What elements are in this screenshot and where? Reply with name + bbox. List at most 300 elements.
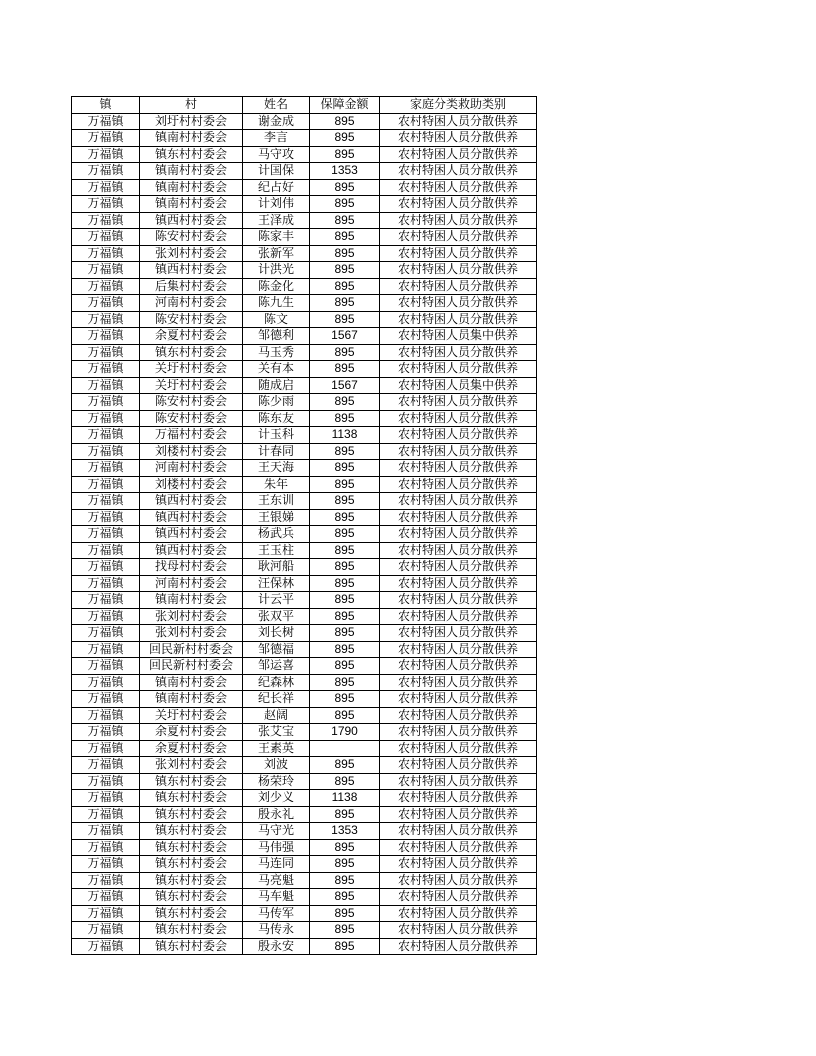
cell-name: 关有本 [243,361,310,378]
cell-category: 农村特困人员分散供养 [380,757,537,774]
table-row [72,542,537,559]
cell-name: 朱年 [243,476,310,493]
cell-name: 李言 [243,130,310,147]
cell-town: 万福镇 [72,229,140,246]
cell-category: 农村特困人员分散供养 [380,179,537,196]
table-row [72,526,537,543]
table-row [72,559,537,576]
cell-town: 万福镇 [72,113,140,130]
table-row [72,889,537,906]
cell-amount: 1353 [310,163,380,180]
cell-town: 万福镇 [72,889,140,906]
cell-town: 万福镇 [72,839,140,856]
cell-village: 镇西村村委会 [140,212,243,229]
cell-name: 马传军 [243,905,310,922]
cell-amount: 895 [310,229,380,246]
cell-category: 农村特困人员分散供养 [380,839,537,856]
cell-category: 农村特困人员分散供养 [380,410,537,427]
cell-name: 马伟强 [243,839,310,856]
table-row [72,509,537,526]
cell-amount: 1567 [310,377,380,394]
cell-category: 农村特困人员分散供养 [380,608,537,625]
table-row [72,476,537,493]
cell-name: 计国保 [243,163,310,180]
cell-name: 张艾宝 [243,724,310,741]
cell-village: 镇南村村委会 [140,674,243,691]
cell-village: 镇东村村委会 [140,856,243,873]
cell-category: 农村特困人员分散供养 [380,922,537,939]
cell-town: 万福镇 [72,163,140,180]
cell-category: 农村特困人员分散供养 [380,740,537,757]
cell-town: 万福镇 [72,476,140,493]
header-village: 村 [140,97,243,114]
table-row [72,790,537,807]
cell-category: 农村特困人员分散供养 [380,542,537,559]
cell-category: 农村特困人员分散供养 [380,641,537,658]
table-row [72,806,537,823]
table-row [72,278,537,295]
cell-amount: 895 [310,641,380,658]
cell-village: 镇东村村委会 [140,938,243,955]
cell-amount: 895 [310,542,380,559]
cell-name: 马车魁 [243,889,310,906]
cell-village: 回民新村村委会 [140,641,243,658]
cell-category: 农村特困人员分散供养 [380,823,537,840]
table-row [72,212,537,229]
cell-town: 万福镇 [72,740,140,757]
cell-village: 镇东村村委会 [140,889,243,906]
cell-town: 万福镇 [72,130,140,147]
cell-village: 镇西村村委会 [140,509,243,526]
table-row [72,707,537,724]
cell-town: 万福镇 [72,377,140,394]
cell-amount: 1567 [310,328,380,345]
cell-amount: 1138 [310,427,380,444]
cell-name: 纪长祥 [243,691,310,708]
cell-category: 农村特困人员分散供养 [380,262,537,279]
cell-town: 万福镇 [72,773,140,790]
cell-town: 万福镇 [72,691,140,708]
cell-amount: 895 [310,856,380,873]
cell-village: 镇西村村委会 [140,526,243,543]
cell-name: 杨荣玲 [243,773,310,790]
cell-amount: 1138 [310,790,380,807]
table-row [72,608,537,625]
cell-amount: 895 [310,707,380,724]
cell-town: 万福镇 [72,245,140,262]
cell-amount: 895 [310,460,380,477]
cell-village: 余夏村村委会 [140,740,243,757]
cell-amount: 895 [310,196,380,213]
cell-category: 农村特困人员分散供养 [380,691,537,708]
cell-village: 镇西村村委会 [140,542,243,559]
cell-amount: 1790 [310,724,380,741]
cell-amount: 895 [310,344,380,361]
cell-town: 万福镇 [72,179,140,196]
relief-roster-table [71,96,537,955]
cell-town: 万福镇 [72,707,140,724]
cell-town: 万福镇 [72,311,140,328]
cell-name: 纪占好 [243,179,310,196]
table-row [72,856,537,873]
cell-category: 农村特困人员分散供养 [380,790,537,807]
cell-category: 农村特困人员分散供养 [380,592,537,609]
cell-amount: 895 [310,212,380,229]
cell-name: 计云平 [243,592,310,609]
cell-amount: 895 [310,311,380,328]
cell-village: 关圩村村委会 [140,361,243,378]
cell-village: 张刘村村委会 [140,625,243,642]
cell-category: 农村特困人员分散供养 [380,278,537,295]
cell-name: 刘少义 [243,790,310,807]
cell-village: 镇东村村委会 [140,823,243,840]
table-row [72,245,537,262]
cell-village: 镇南村村委会 [140,179,243,196]
table-row [72,938,537,955]
cell-amount: 895 [310,625,380,642]
cell-name: 王泽成 [243,212,310,229]
cell-town: 万福镇 [72,196,140,213]
cell-village: 张刘村村委会 [140,608,243,625]
cell-name: 计洪光 [243,262,310,279]
cell-amount: 895 [310,113,380,130]
cell-amount: 895 [310,295,380,312]
cell-category: 农村特困人员分散供养 [380,509,537,526]
cell-name: 汪保林 [243,575,310,592]
cell-town: 万福镇 [72,262,140,279]
cell-category: 农村特困人员分散供养 [380,724,537,741]
cell-category: 农村特困人员分散供养 [380,146,537,163]
cell-amount: 1353 [310,823,380,840]
cell-name: 刘长树 [243,625,310,642]
cell-category: 农村特困人员分散供养 [380,773,537,790]
cell-village: 后集村村委会 [140,278,243,295]
cell-town: 万福镇 [72,938,140,955]
cell-amount: 895 [310,278,380,295]
cell-amount: 895 [310,608,380,625]
cell-town: 万福镇 [72,592,140,609]
cell-amount: 895 [310,938,380,955]
cell-village: 镇东村村委会 [140,872,243,889]
cell-category: 农村特困人员分散供养 [380,526,537,543]
cell-amount: 895 [310,130,380,147]
cell-village: 镇南村村委会 [140,163,243,180]
cell-category: 农村特困人员分散供养 [380,344,537,361]
cell-village: 镇南村村委会 [140,592,243,609]
cell-village: 镇东村村委会 [140,839,243,856]
cell-name: 陈九生 [243,295,310,312]
cell-town: 万福镇 [72,724,140,741]
cell-village: 镇南村村委会 [140,691,243,708]
cell-amount: 895 [310,179,380,196]
cell-town: 万福镇 [72,427,140,444]
cell-category: 农村特困人员分散供养 [380,394,537,411]
table-row [72,592,537,609]
table-row [72,823,537,840]
cell-name: 邹德利 [243,328,310,345]
cell-town: 万福镇 [72,278,140,295]
cell-name: 计春同 [243,443,310,460]
cell-name: 马守光 [243,823,310,840]
table-row [72,641,537,658]
cell-category: 农村特困人员分散供养 [380,575,537,592]
cell-category: 农村特困人员分散供养 [380,163,537,180]
cell-amount: 895 [310,559,380,576]
cell-name: 刘波 [243,757,310,774]
cell-town: 万福镇 [72,658,140,675]
cell-name: 赵阔 [243,707,310,724]
cell-category: 农村特困人员分散供养 [380,493,537,510]
cell-name: 王天海 [243,460,310,477]
cell-amount: 895 [310,575,380,592]
table-row [72,460,537,477]
cell-name: 王素英 [243,740,310,757]
table-row [72,691,537,708]
table-row [72,344,537,361]
cell-town: 万福镇 [72,608,140,625]
cell-village: 镇南村村委会 [140,130,243,147]
table-row [72,575,537,592]
cell-amount: 895 [310,410,380,427]
cell-village: 河南村村委会 [140,295,243,312]
cell-amount: 895 [310,443,380,460]
cell-amount: 895 [310,839,380,856]
cell-village: 镇东村村委会 [140,806,243,823]
cell-name: 王玉柱 [243,542,310,559]
cell-town: 万福镇 [72,146,140,163]
cell-village: 镇东村村委会 [140,905,243,922]
cell-town: 万福镇 [72,872,140,889]
cell-village: 刘楼村村委会 [140,443,243,460]
cell-category: 农村特困人员分散供养 [380,938,537,955]
cell-amount: 895 [310,889,380,906]
table-row [72,394,537,411]
cell-town: 万福镇 [72,443,140,460]
cell-category: 农村特困人员分散供养 [380,856,537,873]
cell-town: 万福镇 [72,460,140,477]
cell-category: 农村特困人员分散供养 [380,674,537,691]
cell-village: 刘圩村村委会 [140,113,243,130]
cell-town: 万福镇 [72,212,140,229]
cell-category: 农村特困人员分散供养 [380,311,537,328]
table-row [72,922,537,939]
cell-category: 农村特困人员分散供养 [380,658,537,675]
table-row [72,262,537,279]
cell-village: 陈安村村委会 [140,311,243,328]
cell-amount: 895 [310,526,380,543]
cell-town: 万福镇 [72,410,140,427]
cell-village: 刘楼村村委会 [140,476,243,493]
cell-category: 农村特困人员分散供养 [380,229,537,246]
cell-category: 农村特困人员集中供养 [380,328,537,345]
cell-amount: 895 [310,509,380,526]
cell-town: 万福镇 [72,823,140,840]
cell-amount: 895 [310,361,380,378]
cell-category: 农村特困人员分散供养 [380,443,537,460]
cell-category: 农村特困人员分散供养 [380,212,537,229]
cell-village: 镇东村村委会 [140,773,243,790]
cell-village: 镇西村村委会 [140,493,243,510]
cell-amount: 895 [310,905,380,922]
cell-town: 万福镇 [72,394,140,411]
table-header [72,97,537,114]
cell-name: 马连同 [243,856,310,873]
table-row [72,674,537,691]
cell-category: 农村特困人员分散供养 [380,460,537,477]
header-name: 姓名 [243,97,310,114]
cell-town: 万福镇 [72,526,140,543]
cell-amount: 895 [310,757,380,774]
cell-town: 万福镇 [72,625,140,642]
cell-village: 河南村村委会 [140,575,243,592]
cell-village: 镇东村村委会 [140,146,243,163]
cell-category: 农村特困人员分散供养 [380,559,537,576]
header-row [72,97,537,114]
cell-category: 农村特困人员集中供养 [380,377,537,394]
cell-village: 余夏村村委会 [140,328,243,345]
table-row [72,872,537,889]
cell-amount: 895 [310,262,380,279]
cell-category: 农村特困人员分散供养 [380,707,537,724]
header-amount: 保障金额 [310,97,380,114]
cell-village: 回民新村村委会 [140,658,243,675]
header-town: 镇 [72,97,140,114]
cell-category: 农村特困人员分散供养 [380,196,537,213]
cell-name: 陈东友 [243,410,310,427]
table-row [72,361,537,378]
table-row [72,757,537,774]
cell-name: 计刘伟 [243,196,310,213]
cell-category: 农村特困人员分散供养 [380,625,537,642]
cell-name: 邹德福 [243,641,310,658]
cell-name: 陈家丰 [243,229,310,246]
cell-amount: 895 [310,773,380,790]
table-row [72,229,537,246]
cell-name: 陈金化 [243,278,310,295]
cell-village: 张刘村村委会 [140,757,243,774]
cell-village: 找母村村委会 [140,559,243,576]
cell-amount: 895 [310,872,380,889]
cell-name: 王东训 [243,493,310,510]
cell-town: 万福镇 [72,856,140,873]
cell-name: 马守攻 [243,146,310,163]
table-row [72,724,537,741]
table-row [72,113,537,130]
table-row [72,773,537,790]
cell-village: 关圩村村委会 [140,377,243,394]
table-row [72,658,537,675]
cell-category: 农村特困人员分散供养 [380,130,537,147]
cell-name: 陈少雨 [243,394,310,411]
header-category: 家庭分类救助类别 [380,97,537,114]
cell-amount: 895 [310,493,380,510]
cell-name: 杨武兵 [243,526,310,543]
cell-name: 随成启 [243,377,310,394]
table-row [72,328,537,345]
cell-town: 万福镇 [72,559,140,576]
cell-town: 万福镇 [72,542,140,559]
cell-town: 万福镇 [72,509,140,526]
cell-name: 纪森林 [243,674,310,691]
table-row [72,740,537,757]
cell-amount: 895 [310,592,380,609]
cell-village: 陈安村村委会 [140,229,243,246]
cell-amount: 895 [310,922,380,939]
cell-village: 镇东村村委会 [140,790,243,807]
cell-category: 农村特困人员分散供养 [380,905,537,922]
cell-category: 农村特困人员分散供养 [380,889,537,906]
cell-village: 镇东村村委会 [140,922,243,939]
cell-town: 万福镇 [72,361,140,378]
cell-town: 万福镇 [72,674,140,691]
cell-category: 农村特困人员分散供养 [380,245,537,262]
cell-name: 马传永 [243,922,310,939]
cell-town: 万福镇 [72,905,140,922]
cell-village: 万福村村委会 [140,427,243,444]
cell-amount: 895 [310,146,380,163]
table-row [72,443,537,460]
cell-amount: 895 [310,658,380,675]
cell-category: 农村特困人员分散供养 [380,295,537,312]
cell-name: 谢金成 [243,113,310,130]
cell-village: 余夏村村委会 [140,724,243,741]
cell-town: 万福镇 [72,757,140,774]
cell-amount: 895 [310,394,380,411]
cell-village: 陈安村村委会 [140,394,243,411]
table-row [72,839,537,856]
table-row [72,163,537,180]
table-body [72,113,537,955]
cell-name: 邹运喜 [243,658,310,675]
table-row [72,427,537,444]
cell-name: 张新军 [243,245,310,262]
table-row [72,905,537,922]
table-row [72,130,537,147]
cell-town: 万福镇 [72,493,140,510]
cell-amount: 895 [310,691,380,708]
cell-town: 万福镇 [72,641,140,658]
cell-name: 耿河船 [243,559,310,576]
cell-amount: 895 [310,806,380,823]
cell-amount: 895 [310,245,380,262]
cell-village: 河南村村委会 [140,460,243,477]
cell-amount: 895 [310,674,380,691]
cell-name: 马玉秀 [243,344,310,361]
cell-village: 关圩村村委会 [140,707,243,724]
table-row [72,625,537,642]
cell-name: 殷永安 [243,938,310,955]
cell-amount: 895 [310,476,380,493]
table-row [72,311,537,328]
cell-name: 计玉科 [243,427,310,444]
cell-village: 镇东村村委会 [140,344,243,361]
table-row [72,179,537,196]
cell-village: 陈安村村委会 [140,410,243,427]
cell-town: 万福镇 [72,922,140,939]
cell-name: 张双平 [243,608,310,625]
cell-name: 陈文 [243,311,310,328]
cell-category: 农村特困人员分散供养 [380,872,537,889]
cell-category: 农村特困人员分散供养 [380,476,537,493]
cell-town: 万福镇 [72,295,140,312]
cell-amount [310,740,380,757]
cell-town: 万福镇 [72,328,140,345]
table-row [72,377,537,394]
cell-category: 农村特困人员分散供养 [380,361,537,378]
cell-category: 农村特困人员分散供养 [380,113,537,130]
cell-category: 农村特困人员分散供养 [380,806,537,823]
cell-town: 万福镇 [72,790,140,807]
